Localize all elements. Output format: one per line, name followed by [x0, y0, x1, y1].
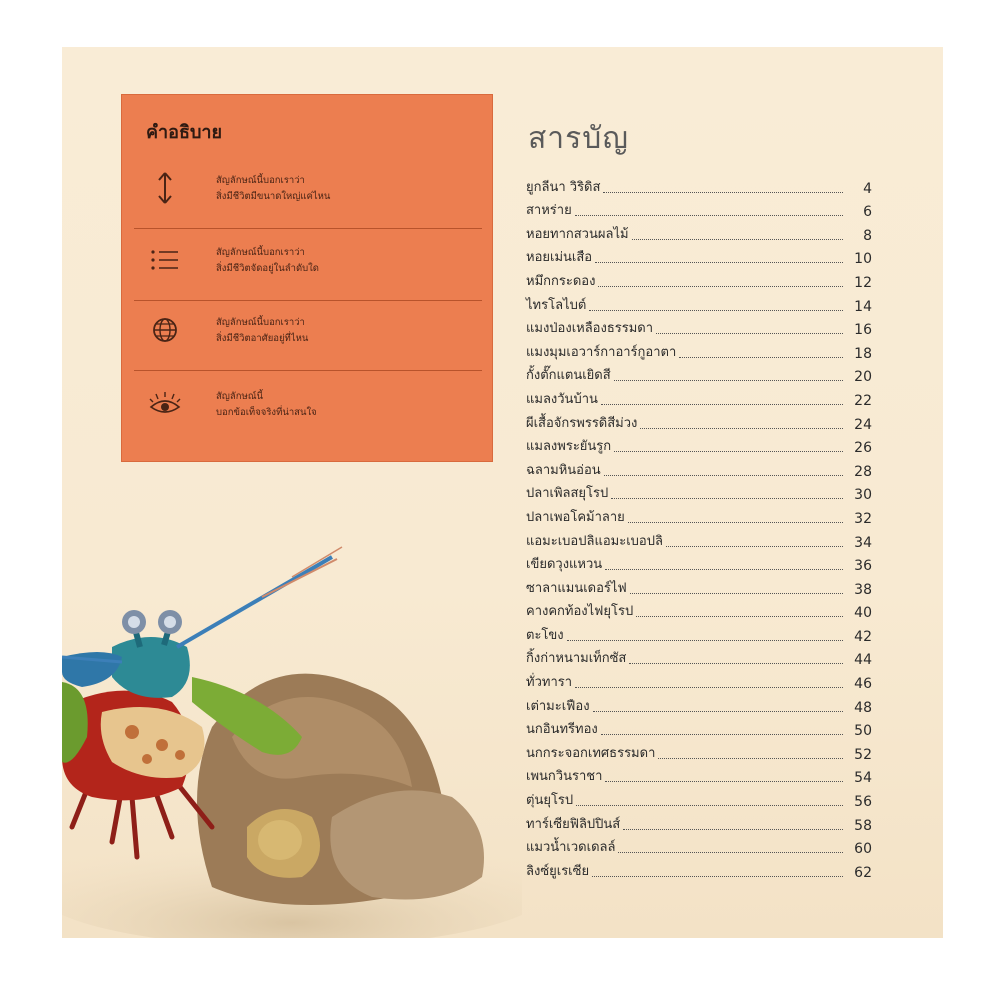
toc-entry-page: 62	[854, 864, 872, 881]
toc-leader-dots	[656, 332, 843, 334]
divider	[134, 370, 482, 371]
legend-title: คำอธิบาย	[146, 122, 223, 143]
legend-item-line2: บอกข้อเท็จจริงที่น่าสนใจ	[216, 407, 317, 418]
legend-item-line1: สัญลักษณ์นี้บอกเราว่า	[216, 175, 305, 186]
toc-leader-dots	[593, 710, 843, 712]
divider	[134, 228, 482, 229]
toc-entry-name: แมงมุมเอวาร์กาอาร์กูอาตา	[526, 344, 677, 360]
toc-entry-page: 42	[854, 628, 872, 645]
toc-leader-dots	[603, 191, 843, 193]
legend-item-size	[134, 161, 482, 221]
toc-entry-name: กิ้งก่าหนามเท็กซัส	[526, 651, 627, 667]
toc-leader-dots	[605, 780, 843, 782]
toc-entry	[526, 598, 872, 622]
toc-leader-dots	[636, 615, 843, 617]
toc-leader-dots	[666, 545, 843, 547]
toc-entry-name: แมงป่องเหลืองธรรมดา	[526, 321, 654, 337]
toc-entry	[526, 409, 872, 433]
toc-entry-page: 60	[854, 841, 872, 858]
toc-entry	[526, 574, 872, 598]
toc-leader-dots	[640, 427, 843, 429]
toc-entry-name: หอยทากสวนผลไม้	[526, 226, 629, 242]
toc-entry-page: 8	[863, 227, 872, 244]
list-icon	[148, 243, 182, 277]
toc-entry	[526, 244, 872, 268]
legend-box	[121, 94, 493, 462]
legend-item-fact	[134, 377, 482, 437]
toc-leader-dots	[575, 686, 843, 688]
toc-leader-dots	[601, 733, 843, 735]
toc-entry	[526, 645, 872, 669]
toc-entry-name: แมลงวันบ้าน	[526, 391, 598, 407]
toc-entry	[526, 433, 872, 457]
toc-leader-dots	[589, 309, 843, 311]
legend-item-habitat	[134, 303, 482, 363]
divider	[134, 300, 482, 301]
toc-entry-name: หมึกกระดอง	[526, 273, 596, 289]
toc-entry-name: ไทรโลไบต์	[526, 297, 587, 313]
toc-entry-name: คางคกท้องไฟยุโรป	[526, 604, 634, 620]
toc-entry	[526, 621, 872, 645]
toc-entry-name: แมวน้ำเวดเดลล์	[526, 840, 616, 856]
toc-entry-page: 44	[854, 652, 872, 669]
toc-leader-dots	[611, 497, 843, 499]
toc-leader-dots	[628, 521, 843, 523]
toc-entry-page: 32	[854, 510, 872, 527]
legend-item-line1: สัญลักษณ์นี้บอกเราว่า	[216, 247, 305, 258]
toc-entry-name: สาหร่าย	[526, 203, 572, 219]
toc-leader-dots	[614, 450, 843, 452]
toc-entry-name: ทาร์เซียฟิลิปปินส์	[526, 816, 621, 832]
toc-entry	[526, 456, 872, 480]
toc-entry	[526, 503, 872, 527]
legend-item-line2: สิ่งมีชีวิตมีขนาดใหญ่แค่ไหน	[216, 191, 331, 202]
vertical-arrows-icon	[148, 171, 182, 205]
toc-entry-name: เพนกวินราชา	[526, 769, 603, 785]
toc-entry	[526, 480, 872, 504]
toc-entry	[526, 362, 872, 386]
toc-entry	[526, 315, 872, 339]
toc-entry-page: 12	[854, 274, 872, 291]
toc-leader-dots	[632, 238, 843, 240]
toc-leader-dots	[614, 379, 843, 381]
toc-entry	[526, 551, 872, 575]
toc-entry-page: 48	[854, 699, 872, 716]
legend-item-line1: สัญลักษณ์นี้บอกเราว่า	[216, 317, 305, 328]
toc-leader-dots	[630, 592, 843, 594]
toc-entry-page: 16	[854, 322, 872, 339]
toc-entry-page: 34	[854, 534, 872, 551]
toc-entry-name: ตะโขง	[526, 627, 564, 643]
toc-entry	[526, 197, 872, 221]
toc-entry-page: 14	[854, 298, 872, 315]
toc-title: สารบัญ	[528, 121, 629, 156]
toc-entry-name: กั้งตั๊กแตนเยิดสี	[526, 368, 611, 384]
toc-entry-name: นกกระจอกเทศธรรมดา	[526, 745, 656, 761]
toc-leader-dots	[592, 875, 843, 877]
toc-entry-page: 58	[854, 817, 872, 834]
toc-entry	[526, 173, 872, 197]
toc-entry-page: 46	[854, 676, 872, 693]
toc-leader-dots	[604, 474, 843, 476]
toc-entry-page: 22	[854, 392, 872, 409]
toc-entry-page: 50	[854, 723, 872, 740]
toc-leader-dots	[623, 828, 843, 830]
toc-entry-page: 4	[863, 180, 872, 197]
toc-entry-name: หอยเม่นเสือ	[526, 250, 593, 266]
toc-entry	[526, 739, 872, 763]
toc-leader-dots	[575, 214, 843, 216]
toc-entry	[526, 668, 872, 692]
toc-entry-page: 26	[854, 440, 872, 457]
toc-leader-dots	[629, 662, 843, 664]
toc-leader-dots	[595, 261, 843, 263]
toc-entry	[526, 527, 872, 551]
legend-item-line2: สิ่งมีชีวิตอาศัยอยู่ที่ไหน	[216, 333, 309, 344]
table-of-contents	[526, 173, 872, 881]
toc-entry-page: 30	[854, 487, 872, 504]
toc-entry-page: 52	[854, 746, 872, 763]
toc-entry	[526, 220, 872, 244]
toc-entry-page: 56	[854, 794, 872, 811]
toc-entry-page: 20	[854, 369, 872, 386]
toc-entry-page: 10	[854, 251, 872, 268]
toc-entry-name: แอมะเบอปลิแอมะเบอปลิ	[526, 533, 663, 549]
toc-entry-name: ตุ่นยุโรป	[526, 793, 574, 809]
toc-entry	[526, 338, 872, 362]
toc-entry-page: 54	[854, 770, 872, 787]
toc-entry-page: 40	[854, 605, 872, 622]
toc-entry	[526, 834, 872, 858]
toc-leader-dots	[679, 356, 843, 358]
legend-item-line2: สิ่งมีชีวิตจัดอยู่ในลำดับใด	[216, 263, 319, 274]
toc-entry-name: ยูกลีนา วิริดิส	[526, 179, 601, 195]
toc-leader-dots	[618, 851, 843, 853]
toc-entry	[526, 716, 872, 740]
toc-leader-dots	[576, 804, 843, 806]
toc-entry	[526, 810, 872, 834]
toc-entry	[526, 692, 872, 716]
toc-entry-name: เขียดวุงแหวน	[526, 557, 603, 573]
toc-leader-dots	[658, 757, 843, 759]
toc-entry-page: 36	[854, 558, 872, 575]
toc-leader-dots	[598, 285, 843, 287]
toc-leader-dots	[567, 639, 843, 641]
toc-entry	[526, 763, 872, 787]
legend-item-line1: สัญลักษณ์นี้	[216, 391, 264, 402]
toc-entry-page: 24	[854, 416, 872, 433]
toc-entry-name: ผีเสื้อจักรพรรดิสีม่วง	[526, 415, 638, 431]
toc-entry	[526, 857, 872, 881]
toc-entry	[526, 267, 872, 291]
legend-item-classification	[134, 233, 482, 293]
toc-entry-page: 6	[863, 204, 872, 221]
toc-entry-name: นกอินทรีทอง	[526, 722, 598, 738]
toc-entry-page: 18	[854, 345, 872, 362]
mantis-shrimp-illustration	[62, 497, 522, 938]
toc-entry	[526, 786, 872, 810]
toc-leader-dots	[601, 403, 843, 405]
toc-entry-name: ปลาเพอโคม้าลาย	[526, 509, 625, 525]
eye-icon	[148, 387, 182, 421]
toc-entry-name: ทั่วทารา	[526, 675, 573, 691]
toc-entry-page: 38	[854, 581, 872, 598]
book-page	[62, 47, 943, 938]
toc-entry-name: ปลาเพิลสยุโรป	[526, 486, 609, 502]
toc-entry-page: 28	[854, 463, 872, 480]
toc-entry-name: แมลงพระยันรูก	[526, 439, 612, 455]
toc-entry	[526, 385, 872, 409]
toc-entry-name: ซาลาแมนเดอร์ไฟ	[526, 580, 627, 596]
toc-leader-dots	[605, 568, 843, 570]
toc-entry-name: เต่ามะเฟือง	[526, 698, 590, 714]
toc-entry-name: ลิงซ์ยูเรเซีย	[526, 863, 590, 879]
globe-icon	[148, 313, 182, 347]
toc-entry-name: ฉลามหินอ่อน	[526, 462, 601, 478]
toc-entry	[526, 291, 872, 315]
